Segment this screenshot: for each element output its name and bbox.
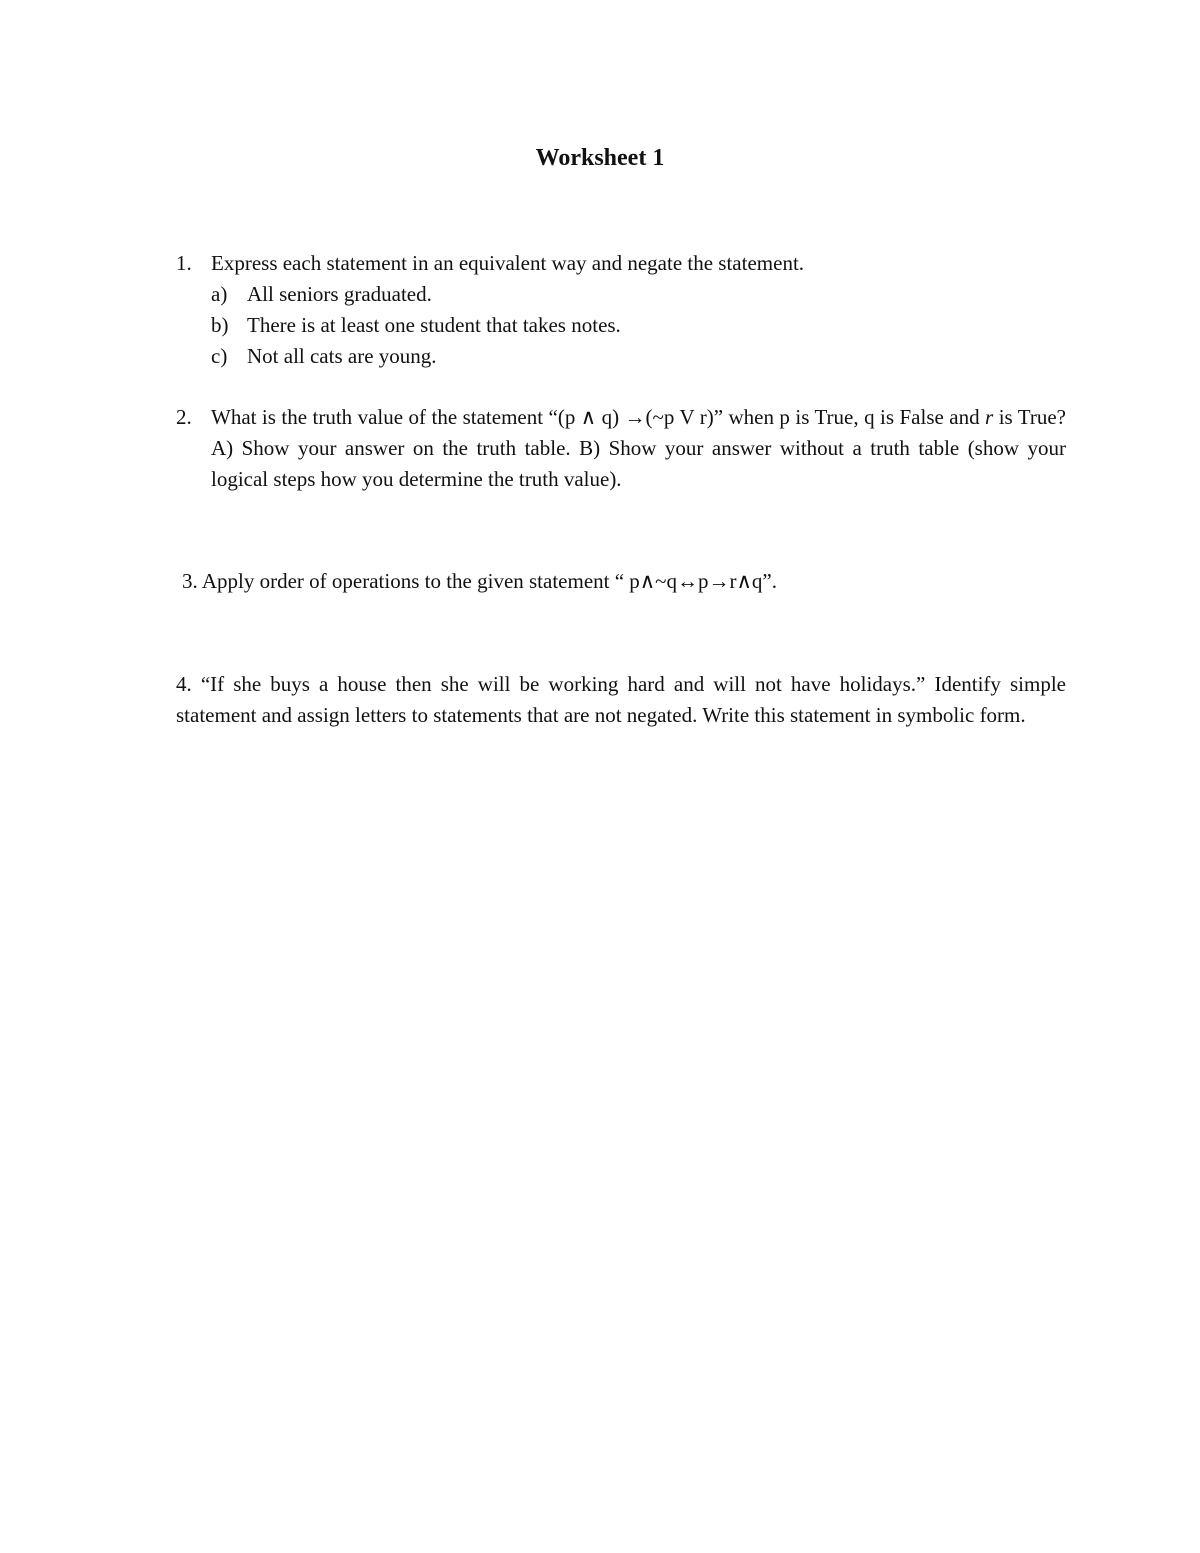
question-4: [176, 669, 1066, 731]
subitem-letter: c): [211, 344, 228, 368]
question-1-subitems: [211, 279, 1066, 372]
question-2-text-part-2: is True? A) Show your answer on the truth table. B) Show your answer without a truth table (show your logical steps how you determine the truth value).: [211, 405, 1066, 491]
question-2-row: [176, 402, 1066, 495]
question-2: [176, 402, 1066, 495]
question-2-text: [211, 402, 1066, 495]
subitem-text: All seniors graduated.: [247, 282, 432, 306]
question-2-variable-r: r: [985, 405, 994, 429]
subitem-text: Not all cats are young.: [247, 344, 437, 368]
page-title: Worksheet 1: [535, 145, 665, 171]
question-2-number: 2.: [176, 405, 192, 429]
list-item: [211, 279, 1066, 310]
question-1-number: 1.: [176, 251, 192, 275]
question-3: [182, 566, 1066, 597]
question-1: [176, 248, 1066, 372]
list-item: [211, 310, 1066, 341]
subitem-text: There is at least one student that takes notes.: [247, 313, 621, 337]
question-1-body: [211, 248, 1066, 372]
question-1-row: [176, 248, 1066, 372]
question-3-text: 3. Apply order of operations to the given statement “ p∧~q↔p→r∧q”.: [182, 569, 777, 593]
subitem-letter: a): [211, 282, 228, 306]
subitem-letter: b): [211, 313, 229, 337]
question-2-text-part-1: What is the truth value of the statement “(p ∧ q) →(~p V r)” when p is True, q is False and: [211, 405, 980, 429]
question-1-text: Express each statement in an equivalent way and negate the statement.: [211, 251, 805, 275]
question-4-text: 4. “If she buys a house then she will be working hard and will not have holidays.” Identify simple statement and assign letters to statements that are not negated. Write this statement in symbolic form.: [176, 672, 1066, 727]
list-item: [211, 341, 1066, 372]
